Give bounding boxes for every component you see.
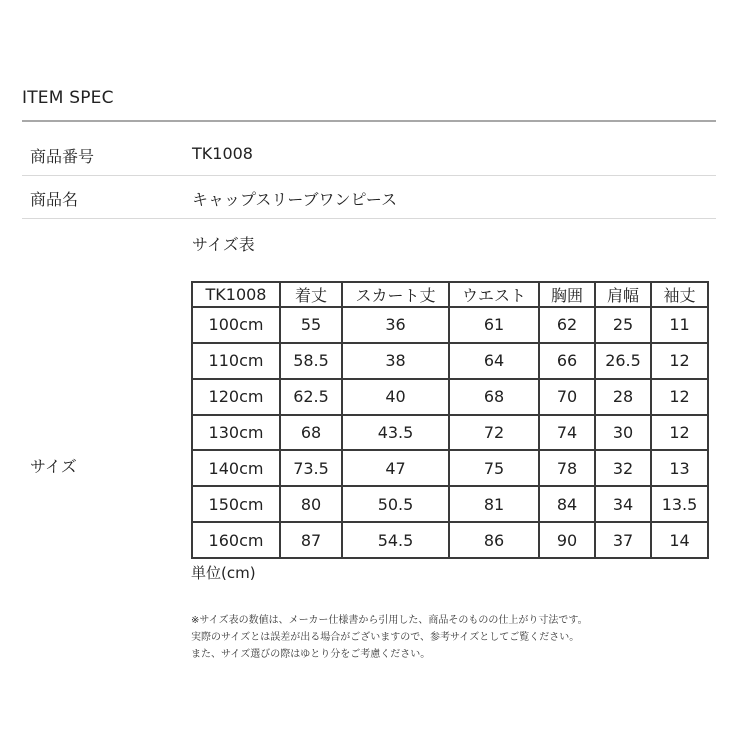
- table-cell: 78: [539, 450, 595, 486]
- table-cell: 30: [595, 415, 651, 451]
- table-cell: 61: [449, 307, 539, 343]
- note-line: また、サイズ選びの際はゆとり分をご考慮ください。: [191, 649, 431, 660]
- table-cell: 34: [595, 486, 651, 522]
- size-table-header-row: [192, 282, 708, 307]
- header-cell: ウエスト: [449, 282, 539, 307]
- table-cell: 55: [280, 307, 342, 343]
- table-cell: 140cm: [192, 450, 280, 486]
- table-cell: 13: [651, 450, 708, 486]
- size-table-title: サイズ表: [192, 235, 255, 254]
- table-cell: 32: [595, 450, 651, 486]
- table-cell: 150cm: [192, 486, 280, 522]
- item-number-label: 商品番号: [30, 147, 95, 166]
- table-cell: 54.5: [342, 522, 449, 558]
- table-cell: 90: [539, 522, 595, 558]
- table-cell: 110cm: [192, 343, 280, 379]
- row-divider: [22, 218, 716, 219]
- header-cell: TK1008: [192, 282, 280, 307]
- table-cell: 13.5: [651, 486, 708, 522]
- note-line: 実際のサイズとは誤差が出る場合がございますので、参考サイズとしてご覧ください。: [191, 632, 580, 643]
- table-row: [192, 486, 708, 522]
- table-cell: 100cm: [192, 307, 280, 343]
- header-cell: 袖丈: [651, 282, 708, 307]
- table-cell: 81: [449, 486, 539, 522]
- table-row: [192, 379, 708, 415]
- header-cell: スカート丈: [342, 282, 449, 307]
- unit-label: 単位(cm): [191, 564, 256, 582]
- table-cell: 87: [280, 522, 342, 558]
- title-divider: [22, 120, 716, 122]
- table-cell: 84: [539, 486, 595, 522]
- table-cell: 50.5: [342, 486, 449, 522]
- size-label: サイズ: [30, 457, 77, 476]
- table-cell: 64: [449, 343, 539, 379]
- table-cell: 12: [651, 415, 708, 451]
- table-cell: 68: [449, 379, 539, 415]
- table-cell: 66: [539, 343, 595, 379]
- header-cell: 肩幅: [595, 282, 651, 307]
- table-cell: 70: [539, 379, 595, 415]
- table-cell: 120cm: [192, 379, 280, 415]
- header-cell: 着丈: [280, 282, 342, 307]
- table-cell: 75: [449, 450, 539, 486]
- table-cell: 72: [449, 415, 539, 451]
- table-cell: 26.5: [595, 343, 651, 379]
- table-cell: 36: [342, 307, 449, 343]
- note-line: ※サイズ表の数値は、メーカー仕様書から引用した、商品そのものの仕上がり寸法です。: [191, 615, 588, 626]
- table-cell: 68: [280, 415, 342, 451]
- table-cell: 62.5: [280, 379, 342, 415]
- table-row: [192, 343, 708, 379]
- table-cell: 38: [342, 343, 449, 379]
- size-notes: [191, 612, 588, 663]
- table-cell: 43.5: [342, 415, 449, 451]
- table-row: [192, 415, 708, 451]
- row-divider: [22, 175, 716, 176]
- table-row: [192, 450, 708, 486]
- table-cell: 62: [539, 307, 595, 343]
- table-cell: 58.5: [280, 343, 342, 379]
- table-cell: 74: [539, 415, 595, 451]
- table-cell: 28: [595, 379, 651, 415]
- item-number-value: TK1008: [192, 144, 253, 163]
- table-cell: 14: [651, 522, 708, 558]
- item-name-label: 商品名: [30, 190, 79, 209]
- table-cell: 12: [651, 379, 708, 415]
- table-cell: 160cm: [192, 522, 280, 558]
- page-title: ITEM SPEC: [22, 88, 114, 108]
- table-cell: 40: [342, 379, 449, 415]
- table-row: [192, 522, 708, 558]
- table-cell: 12: [651, 343, 708, 379]
- table-cell: 25: [595, 307, 651, 343]
- table-cell: 80: [280, 486, 342, 522]
- table-cell: 11: [651, 307, 708, 343]
- table-cell: 86: [449, 522, 539, 558]
- table-cell: 73.5: [280, 450, 342, 486]
- table-cell: 130cm: [192, 415, 280, 451]
- item-name-value: キャップスリーブワンピース: [192, 190, 398, 209]
- table-cell: 37: [595, 522, 651, 558]
- size-table: [191, 281, 709, 559]
- table-row: [192, 307, 708, 343]
- table-cell: 47: [342, 450, 449, 486]
- header-cell: 胸囲: [539, 282, 595, 307]
